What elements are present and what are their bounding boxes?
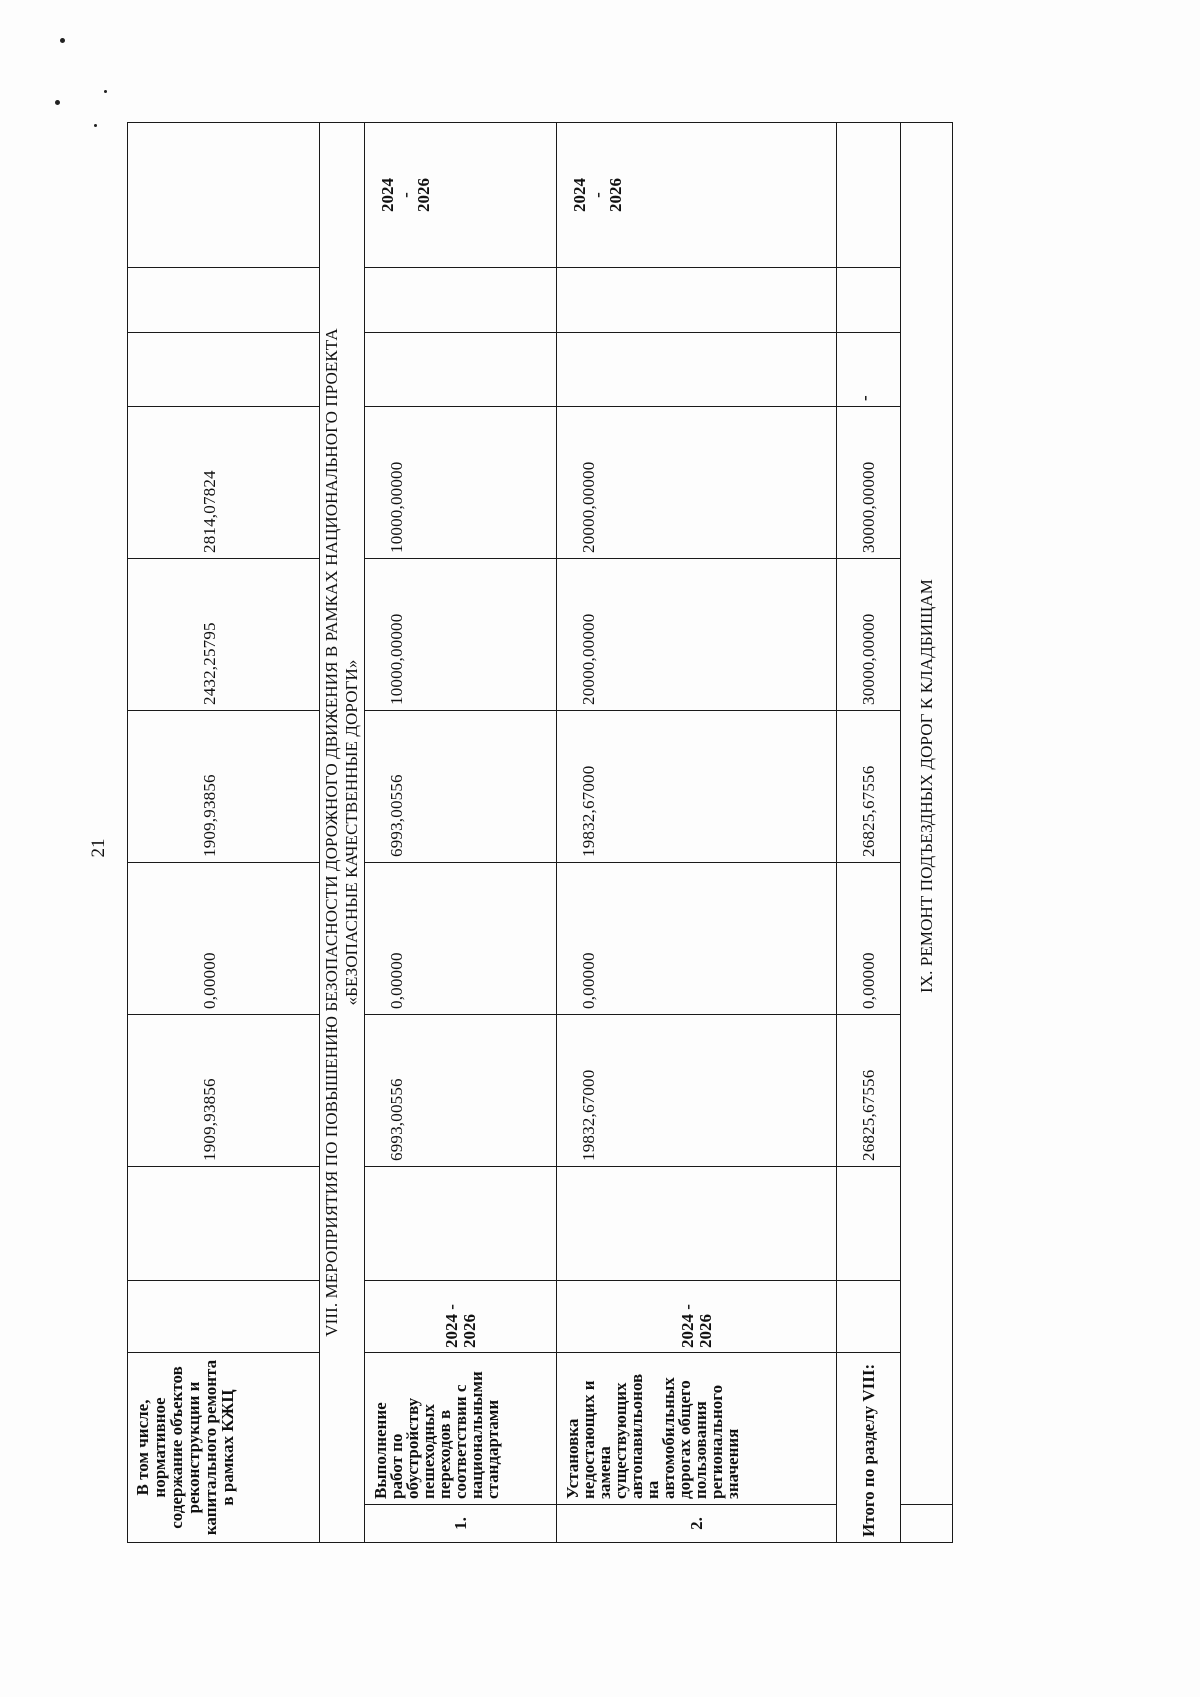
value-cell: 20000,00000 [557,407,837,559]
rotated-table-container [127,123,952,1543]
scan-speck [55,100,60,105]
value-cell: 6993,00556 [365,711,557,863]
empty-cell [557,333,837,407]
years-bottom: 2026 [459,1314,479,1348]
empty-cell [128,333,320,407]
empty-cell [128,1281,320,1353]
end-years-mid: - [396,192,415,198]
value-cell: 10000,00000 [365,407,557,559]
end-years-bottom: 2026 [414,178,433,212]
end-years-top: 2024 [570,178,589,212]
empty-cell [365,268,557,333]
value-cell: 19832,67000 [557,1015,837,1167]
empty-cell [365,1167,557,1281]
section-ix-title: IX. РЕМОНТ ПОДЪЕЗДНЫХ ДОРОГ К КЛАДБИЩАМ [901,123,953,1505]
row-years [557,1281,837,1353]
row-number: 1. [365,1505,557,1543]
budget-table [127,122,953,1543]
section-viii-title [320,123,365,1543]
value-cell: 2814,07824 [128,407,320,559]
total-value-cell: 26825,67556 [837,1015,901,1167]
total-value-cell: 26825,67556 [837,711,901,863]
empty-cell [365,333,557,407]
total-label: Итого по разделу VIII: [837,1353,901,1543]
value-cell: 6993,00556 [365,1015,557,1167]
value-cell: 1909,93856 [128,711,320,863]
end-years-bottom: 2026 [606,178,625,212]
section-ix-header-row [901,123,953,1543]
years-top: 2024 - [677,1304,697,1348]
empty-cell [128,123,320,268]
scan-speck [104,90,107,93]
row-end-years [365,123,557,268]
empty-cell [837,1281,901,1353]
header-description-cell: В том числе, нормативное содержание объектов реконструкции и капитального ремонта в рамках КЖЦ [128,1353,320,1543]
row-years [365,1281,557,1353]
empty-cell [128,268,320,333]
scan-speck [94,124,97,127]
empty-cell [901,1505,953,1543]
total-dash: - [837,333,901,407]
total-value-cell: 30000,00000 [837,407,901,559]
empty-cell [557,268,837,333]
total-row [837,123,901,1543]
section-viii-title-line2: «БЕЗОПАСНЫЕ КАЧЕСТВЕННЫЕ ДОРОГИ» [342,659,361,1006]
value-cell: 0,00000 [557,863,837,1015]
total-value-cell: 0,00000 [837,863,901,1015]
value-cell: 1909,93856 [128,1015,320,1167]
value-cell: 2432,25795 [128,559,320,711]
value-cell: 10000,00000 [365,559,557,711]
value-cell: 20000,00000 [557,559,837,711]
value-cell: 19832,67000 [557,711,837,863]
value-cell: 0,00000 [365,863,557,1015]
value-cell: 0,00000 [128,863,320,1015]
empty-cell [837,268,901,333]
end-years-mid: - [588,192,607,198]
section-viii-title-line1: VIII. МЕРОПРИЯТИЯ ПО ПОВЫШЕНИЮ БЕЗОПАСНОСТИ ДОРОЖНОГО ДВИЖЕНИЯ В РАМКАХ НАЦИОНАЛЬНОГО ПРОЕКТА [322,328,341,1337]
end-years-top: 2024 [378,178,397,212]
empty-cell [837,123,901,268]
empty-cell [837,1167,901,1281]
table-row [128,123,320,1543]
row-number: 2. [557,1505,837,1543]
scan-speck [60,38,65,43]
row-description: Установка недостающих и замена существующих автопавильонов на автомобильных дорогах общего пользования регионального значения [557,1353,837,1505]
table-row [365,123,557,1543]
total-value-cell: 30000,00000 [837,559,901,711]
empty-cell [128,1167,320,1281]
section-viii-header-row [320,123,365,1543]
empty-cell [557,1167,837,1281]
page-number: 21 [88,838,109,858]
row-description: Выполнение работ по обустройству пешеходных переходов в соответствии с национальными стандартами [365,1353,557,1505]
years-top: 2024 - [441,1304,461,1348]
table-row [557,123,837,1543]
row-end-years [557,123,837,268]
years-bottom: 2026 [695,1314,715,1348]
